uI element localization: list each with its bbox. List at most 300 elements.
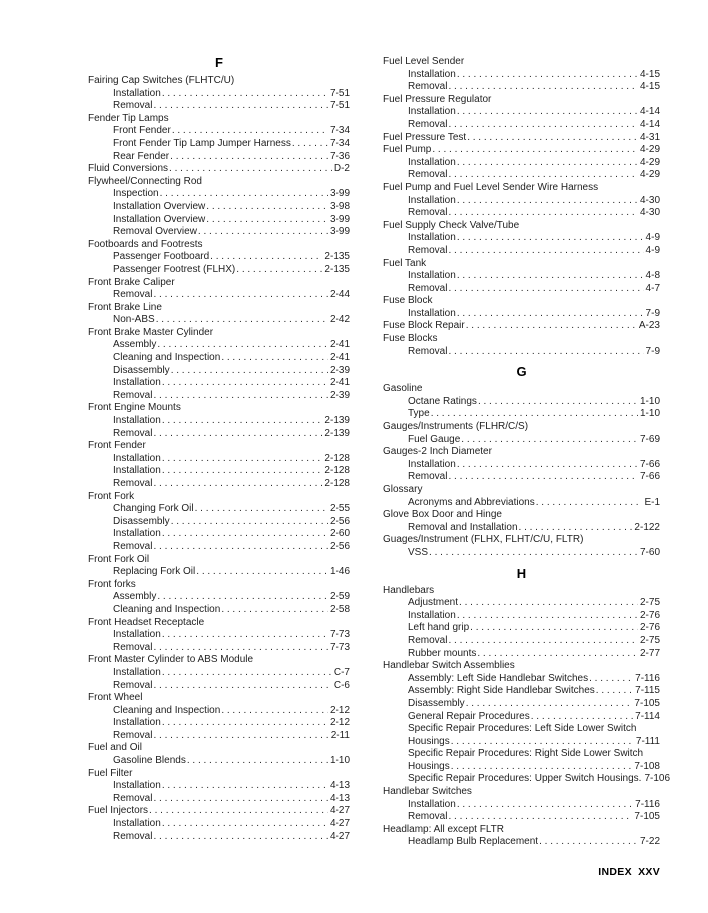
index-entry	[88, 604, 350, 617]
page-number: 7-116	[635, 798, 660, 810]
entry-label: Fuel Injectors	[88, 805, 149, 817]
entry-label: Installation	[113, 780, 161, 792]
entry-label: Removal	[113, 427, 153, 439]
dot-leader	[596, 685, 633, 698]
entry-label: Fuel Supply Check Valve/Tube	[383, 219, 520, 231]
page-number: 4-7	[645, 282, 660, 294]
index-entry	[383, 610, 660, 623]
index-entry	[383, 622, 660, 635]
entry-label: Removal	[408, 118, 448, 130]
index-entry	[383, 434, 660, 447]
index-entry	[383, 471, 660, 484]
entry-label: Installation	[408, 609, 456, 621]
dot-leader	[470, 622, 638, 635]
page-number: 4-27	[329, 805, 350, 817]
index-entry	[88, 201, 350, 214]
entry-label: Installation	[408, 458, 456, 470]
entry-label: Removal	[408, 81, 448, 93]
index-entry	[88, 214, 350, 227]
index-entry	[383, 270, 660, 283]
entry-label: Removal	[113, 389, 153, 401]
entry-label: Installation	[113, 629, 161, 641]
entry-label: Non-ABS	[113, 314, 155, 326]
dot-leader	[162, 717, 328, 730]
page-number: 4-30	[639, 194, 660, 206]
page-number: 7-73	[329, 629, 350, 641]
page-number: 3-99	[329, 188, 350, 200]
dot-leader	[156, 314, 328, 327]
entry-label: Removal Overview	[113, 226, 197, 238]
index-entry	[383, 320, 660, 333]
page-number: 7-115	[635, 685, 660, 697]
index-entry	[88, 465, 350, 478]
page-number: 2-77	[639, 647, 660, 659]
index-entry	[383, 308, 660, 321]
page-number: 2-58	[329, 603, 350, 615]
index-entry	[88, 818, 350, 831]
dot-leader	[431, 408, 638, 421]
page-number: 2-76	[639, 609, 660, 621]
dot-leader	[467, 132, 638, 145]
dot-leader	[457, 69, 638, 82]
dot-leader	[157, 591, 328, 604]
dot-leader	[153, 390, 328, 403]
index-entry	[383, 585, 660, 598]
page-number: 7-69	[639, 433, 660, 445]
index-entry	[383, 799, 660, 812]
index-entry	[88, 352, 350, 365]
page-number: 2-44	[329, 289, 350, 301]
index-entry	[383, 346, 660, 359]
entry-label: Front Fender Tip Lamp Jumper Harness	[113, 137, 291, 149]
index-entry	[88, 642, 350, 655]
page-footer-label: INDEX XXV	[598, 866, 660, 878]
page-number: 2-75	[639, 597, 660, 609]
entry-label: Changing Fork Oil	[113, 503, 194, 515]
entry-label: Fuel and Oil	[88, 742, 142, 754]
dot-leader	[478, 396, 638, 409]
index-entry	[383, 333, 660, 346]
page-number: 4-29	[639, 169, 660, 181]
entry-label: Fairing Cap Switches (FLHTC/U)	[88, 75, 235, 86]
dot-leader	[539, 836, 638, 849]
entry-label: Passenger Footrest (FLHX)	[113, 263, 236, 275]
entry-label: Assembly	[113, 339, 157, 351]
index-columns	[88, 55, 671, 849]
dot-leader	[153, 831, 328, 844]
dot-leader	[519, 522, 633, 535]
index-entry	[383, 144, 660, 157]
index-entry	[88, 680, 350, 693]
entry-label: Installation	[408, 68, 456, 80]
dot-leader	[169, 163, 332, 176]
index-entry	[88, 151, 350, 164]
dot-leader	[531, 711, 633, 724]
index-entry	[383, 245, 660, 258]
entry-label: Inspection	[113, 188, 159, 200]
index-entry	[383, 106, 660, 119]
page-number: 2-139	[324, 415, 350, 427]
dot-leader	[457, 157, 638, 170]
entry-label: Front Master Cylinder to ABS Module	[88, 654, 254, 666]
entry-label: Front Brake Line	[88, 301, 162, 313]
dot-leader	[153, 428, 322, 441]
index-entry	[383, 547, 660, 560]
index-entry	[88, 453, 350, 466]
index-entry	[383, 484, 660, 497]
entry-label: Assembly: Left Side Handlebar Switches	[408, 672, 589, 684]
index-entry	[383, 283, 660, 296]
dot-leader	[448, 346, 643, 359]
entry-label: Assembly: Right Side Handlebar Switches	[408, 685, 595, 697]
dot-leader	[448, 81, 638, 94]
page-number: 7-34	[329, 137, 350, 149]
dot-leader	[221, 705, 328, 718]
entry-label: Removal	[113, 830, 153, 842]
page-number: 2-56	[329, 515, 350, 527]
index-entry	[383, 497, 660, 510]
dot-leader	[451, 736, 634, 749]
section-letter: H	[516, 565, 527, 581]
index-entry	[88, 327, 350, 340]
index-entry	[88, 617, 350, 630]
index-entry	[383, 232, 660, 245]
page-number: 2-12	[329, 704, 350, 716]
page-number: 4-8	[645, 270, 660, 282]
entry-label: Removal	[408, 345, 448, 357]
entry-label: Glove Box Door and Hinge	[383, 509, 502, 521]
page-number: 3-99	[329, 213, 350, 225]
dot-leader	[457, 270, 644, 283]
index-entry	[383, 522, 660, 535]
index-entry	[383, 736, 660, 749]
entry-label: Removal	[113, 289, 153, 301]
entry-label: Disassembly	[113, 364, 170, 376]
page-number: 2-122	[634, 521, 660, 533]
page-number: 2-55	[329, 503, 350, 515]
index-entry	[88, 339, 350, 352]
index-entry	[88, 780, 350, 793]
dot-leader	[153, 793, 328, 806]
index-entry	[88, 176, 350, 189]
entry-label: Specific Repair Procedures: Right Side Lower Switch	[408, 748, 644, 760]
page-number: 2-135	[324, 263, 350, 275]
index-entry	[383, 69, 660, 82]
entry-label: Fuel Pressure Test	[383, 131, 467, 143]
index-entry	[383, 182, 660, 195]
index-entry	[383, 824, 660, 837]
dot-leader	[206, 201, 328, 214]
entry-label: Flywheel/Connecting Rod	[88, 175, 202, 187]
index-entry	[383, 408, 660, 421]
entry-label: Installation	[113, 528, 161, 540]
index-entry	[383, 748, 660, 761]
dot-leader	[432, 144, 638, 157]
index-entry	[88, 692, 350, 705]
dot-leader	[162, 818, 328, 831]
page-number: 4-27	[329, 830, 350, 842]
dot-leader	[457, 799, 633, 812]
dot-leader	[162, 528, 328, 541]
entry-label: Fuse Blocks	[383, 333, 438, 345]
dot-leader	[221, 352, 328, 365]
entry-label: Front Fender	[113, 125, 171, 137]
page-number: 4-14	[639, 106, 660, 118]
entry-label: Gasoline Blends	[113, 755, 186, 767]
dot-leader	[448, 119, 638, 132]
index-entry	[383, 685, 660, 698]
entry-label: Installation	[408, 798, 456, 810]
dot-leader	[153, 541, 328, 554]
entry-label: Headlamp: All except FLTR	[383, 823, 504, 835]
page-number: 4-9	[645, 244, 660, 256]
index-entry	[383, 509, 660, 522]
entry-label: Fuel Gauge	[408, 433, 461, 445]
entry-label: Removal	[113, 100, 153, 112]
dot-leader	[162, 453, 323, 466]
dot-leader	[187, 755, 328, 768]
dot-leader	[457, 610, 638, 623]
entry-label: Specific Repair Procedures: Upper Switch Housings.	[408, 773, 642, 785]
dot-leader	[153, 642, 328, 655]
index-entry	[88, 554, 350, 567]
entry-label: Passenger Footboard	[113, 251, 210, 263]
entry-label: Glossary	[383, 484, 423, 495]
page-number: 4-9	[645, 232, 660, 244]
page-number: 2-128	[324, 452, 350, 464]
page-number: 7-36	[329, 150, 350, 162]
dot-leader	[448, 635, 638, 648]
page-number: 2-39	[329, 389, 350, 401]
dot-leader	[160, 188, 328, 201]
index-entry	[88, 75, 350, 88]
index-entry	[383, 258, 660, 271]
entry-label: Disassembly	[113, 515, 170, 527]
index-entry	[88, 428, 350, 441]
index-entry	[383, 220, 660, 233]
entry-label: Front Engine Mounts	[88, 402, 181, 414]
entry-label: Installation	[113, 666, 161, 678]
dot-leader	[172, 125, 328, 138]
index-entry	[88, 768, 350, 781]
dot-leader	[536, 497, 643, 510]
page-number: 2-60	[329, 528, 350, 540]
page-number: 2-41	[329, 339, 350, 351]
entry-label: Installation Overview	[113, 213, 206, 225]
entry-label: Front Headset Receptacle	[88, 616, 205, 628]
entry-label: Acronyms and Abbreviations	[408, 496, 535, 508]
entry-label: Gauges/Instruments (FLHR/C/S)	[383, 421, 529, 433]
page-number: 1-10	[639, 408, 660, 420]
entry-label: Removal	[408, 169, 448, 181]
index-entry	[383, 383, 660, 396]
page-number: 4-30	[639, 207, 660, 219]
page-number: 7-105	[634, 811, 660, 823]
index-entry	[88, 302, 350, 315]
entry-label: Installation	[408, 307, 456, 319]
index-entry	[383, 761, 660, 774]
index-column-left	[88, 56, 350, 849]
index-entry	[383, 81, 660, 94]
page-number: 2-75	[639, 634, 660, 646]
index-entry	[88, 503, 350, 516]
entry-label: Fuel Filter	[88, 767, 133, 779]
page-number: 1-46	[329, 566, 350, 578]
entry-label: Installation	[408, 232, 456, 244]
entry-label: Replacing Fork Oil	[113, 566, 196, 578]
index-entry	[88, 88, 350, 101]
entry-label: Fuel Pump and Fuel Level Sender Wire Harness	[383, 181, 599, 193]
index-entry	[383, 169, 660, 182]
dot-leader	[149, 805, 328, 818]
entry-label: Front Fork	[88, 490, 135, 502]
entry-label: Front Fork Oil	[88, 553, 150, 565]
page-number: 7-116	[635, 672, 660, 684]
index-entry	[383, 811, 660, 824]
dot-leader	[162, 629, 328, 642]
entry-label: Fuse Block Repair	[383, 320, 465, 332]
index-entry	[383, 786, 660, 799]
index-entry	[88, 667, 350, 680]
index-entry	[88, 579, 350, 592]
index-entry	[88, 226, 350, 239]
dot-leader	[162, 780, 328, 793]
page-number: 7-105	[634, 697, 660, 709]
page-number: 2-128	[324, 478, 350, 489]
entry-label: Removal	[408, 282, 448, 294]
page-number: 2-11	[330, 729, 350, 741]
page-number: D-2	[333, 163, 350, 175]
page-number: 1-10	[639, 395, 660, 407]
entry-label: Fuse Block	[383, 295, 433, 307]
entry-label: Rear Fender	[113, 150, 170, 162]
index-entry	[383, 295, 660, 308]
page-number: E-1	[644, 496, 660, 508]
entry-label: Removal	[113, 729, 153, 741]
dot-leader	[171, 516, 328, 529]
index-entry	[383, 94, 660, 107]
index-entry	[88, 138, 350, 151]
entry-label: Housings	[408, 735, 450, 747]
index-entry	[88, 730, 350, 743]
entry-label: Removal	[408, 634, 448, 646]
page-number: 4-29	[639, 156, 660, 168]
entry-label: Removal	[408, 811, 448, 823]
page-number: 7-51	[329, 100, 350, 112]
entry-label: Disassembly	[408, 697, 465, 709]
entry-label: Installation	[113, 415, 161, 427]
index-entry	[88, 377, 350, 390]
index-entry	[88, 188, 350, 201]
page-number: 2-56	[329, 540, 350, 552]
dot-leader	[459, 597, 638, 610]
index-entry	[88, 289, 350, 302]
index-entry	[88, 755, 350, 768]
entry-label: Handlebar Switches	[383, 786, 472, 798]
entry-label: Assembly	[113, 591, 157, 603]
index-entry	[383, 396, 660, 409]
dot-leader	[589, 673, 633, 686]
index-entry	[383, 597, 660, 610]
index-entry	[88, 528, 350, 541]
entry-label: Installation	[113, 818, 161, 830]
index-entry	[383, 723, 660, 736]
index-entry	[383, 711, 660, 724]
index-entry	[88, 239, 350, 252]
entry-label: Front Brake Caliper	[88, 276, 175, 288]
section-letter: F	[215, 55, 223, 70]
page-number: 7-108	[634, 760, 660, 772]
entry-label: Removal	[113, 540, 153, 552]
index-column-right	[383, 56, 671, 849]
dot-leader	[457, 195, 638, 208]
dot-leader	[162, 667, 332, 680]
index-entry	[88, 629, 350, 642]
entry-label: Handlebars	[383, 584, 435, 596]
dot-leader	[448, 245, 643, 258]
dot-leader	[466, 320, 637, 333]
dot-leader	[171, 365, 328, 378]
page-number: 2-128	[324, 465, 350, 477]
page-number: 3-99	[329, 226, 350, 238]
index-entry	[383, 195, 660, 208]
dot-leader	[448, 283, 643, 296]
entry-label: Installation	[113, 87, 161, 99]
index-entry	[383, 660, 660, 673]
index-entry	[88, 591, 350, 604]
index-entry	[88, 402, 350, 415]
page-number: 2-139	[324, 427, 350, 439]
entry-label: Fuel Tank	[383, 257, 427, 269]
index-entry	[88, 805, 350, 818]
page-number: 2-39	[329, 364, 350, 376]
entry-label: Installation	[408, 106, 456, 118]
entry-label: Installation Overview	[113, 200, 206, 212]
page-number: 4-29	[639, 144, 660, 156]
entry-label: Front Brake Master Cylinder	[88, 326, 214, 338]
dot-leader	[153, 680, 331, 693]
page-number: 7-34	[329, 125, 350, 137]
dot-leader	[451, 761, 633, 774]
page-number: 4-15	[639, 81, 660, 93]
entry-label: Rubber mounts	[408, 647, 477, 659]
entry-label: Removal	[113, 792, 153, 804]
index-entry	[88, 478, 350, 491]
section-letter: G	[516, 364, 527, 380]
page-number: 7-66	[639, 458, 660, 470]
dot-leader	[210, 251, 322, 264]
index-entry	[383, 836, 660, 849]
index-entry	[88, 163, 350, 176]
entry-label: Installation	[113, 452, 161, 464]
index-entry	[88, 516, 350, 529]
dot-leader	[457, 459, 638, 472]
entry-label: Front Wheel	[88, 692, 143, 704]
page-number: 7-111	[635, 735, 660, 747]
entry-label: Fender Tip Lamps	[88, 112, 169, 124]
dot-leader	[221, 604, 328, 617]
index-entry	[88, 566, 350, 579]
entry-label: Cleaning and Inspection	[113, 704, 221, 716]
page-number: 4-27	[329, 818, 350, 830]
entry-label: Adjustment	[408, 597, 459, 609]
entry-label: Handlebar Switch Assemblies	[383, 660, 515, 672]
page-number: 7-66	[639, 471, 660, 483]
index-entry	[383, 421, 660, 434]
index-entry	[88, 717, 350, 730]
index-entry	[88, 251, 350, 264]
dot-leader	[461, 434, 638, 447]
